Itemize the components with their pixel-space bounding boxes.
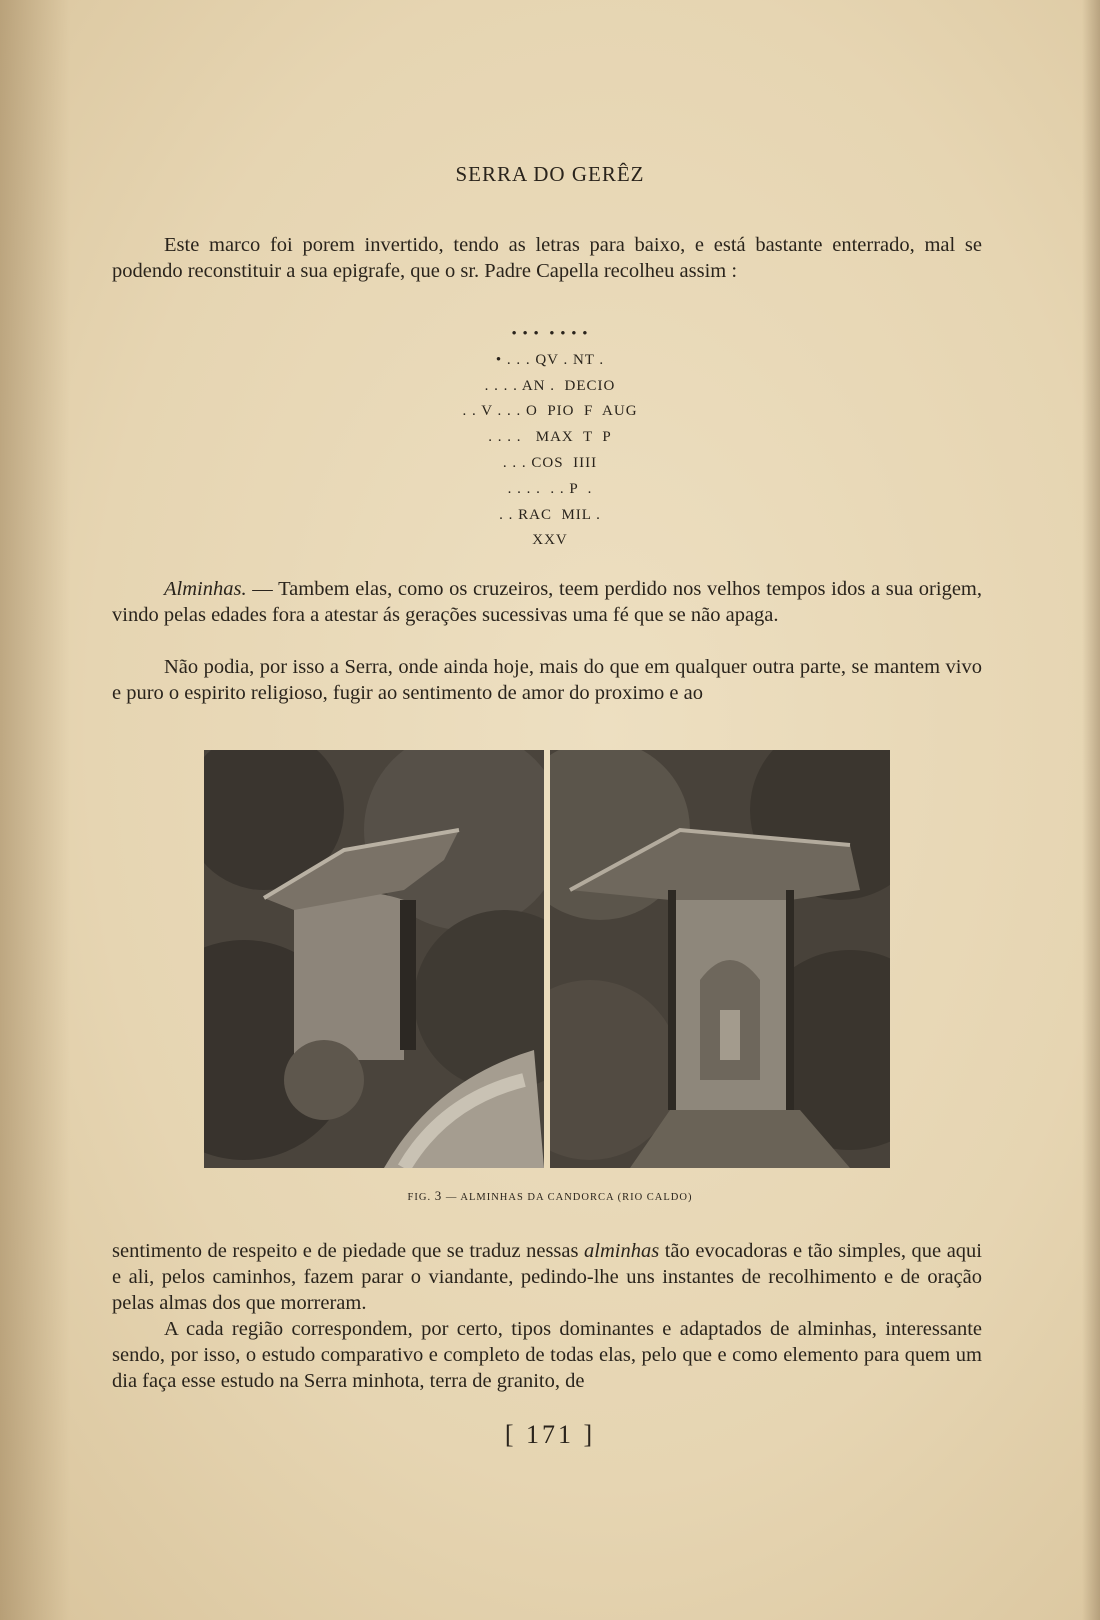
figure-caption — [0, 1188, 1100, 1204]
paragraph-alminhas — [112, 576, 982, 628]
paragraph-alminhas-text: — Tambem elas, como os cruzeiros, teem perdido nos velhos tempos idos a sua origem, vindo pelas edades fora a atestar ás gerações sucessivas uma fé que se não apaga. — [112, 578, 982, 626]
inscription-line: XXV — [532, 532, 568, 549]
paragraph-regiao-text: A cada região correspondem, por certo, tipos dominantes e adaptados de alminhas, interessante sendo, por isso, o estudo comparativo e completo de todas elas, pelo que e como elemento para quem um dia faça esse estudo na Serra minhota, terra de granito, de — [112, 1318, 982, 1392]
inscription-epigraph — [430, 322, 670, 554]
inscription-line: . . . . . . P . — [507, 480, 593, 497]
paragraph-marco — [112, 232, 982, 284]
running-header: SERRA DO GERÊZ — [455, 162, 645, 186]
figure-photographs — [204, 750, 890, 1168]
inscription-line: . . . . MAX T P — [488, 429, 612, 446]
paragraph-sentimento — [112, 1238, 982, 1316]
figure-label: FIG. — [407, 1192, 432, 1203]
paragraph-sentimento-emph: alminhas — [584, 1240, 660, 1262]
inscription-line: . . V . . . O PIO F AUG — [462, 403, 638, 420]
paragraph-marco-text: Este marco foi porem invertido, tendo as letras para baixo, e está bastante enterrado, mal se podendo reconstituir a sua epigrafe, que o sr. Padre Capella recolheu assim : — [112, 234, 982, 282]
paragraph-serra-text: Não podia, por isso a Serra, onde ainda hoje, mais do que em qualquer outra parte, se mantem vivo e puro o espirito religioso, fugir ao sentimento de amor do proximo e ao — [112, 656, 982, 704]
figure-number: 3 — [434, 1188, 443, 1203]
paragraph-sentimento-after: tão evocadoras e tão simples, que aqui e ali, pelos caminhos, fazem parar o viandante, pedindo-lhe uns instantes de recolhimento e de oração pelas almas dos que morreram. — [112, 1240, 982, 1314]
paragraph-sentimento-before: sentimento de respeito e de piedade que se traduz nessas — [112, 1240, 585, 1262]
paragraph-serra — [112, 654, 982, 706]
inscription-line: . . RAC MIL . — [499, 506, 601, 523]
photo-right-shrine — [550, 750, 890, 1168]
inscription-line: • . . . QV . NT . — [495, 351, 605, 368]
inscription-line: . . . COS IIII — [502, 454, 598, 471]
page-number: [ 171 ] — [504, 1420, 596, 1449]
inscription-line: . . . . AN . DECIO — [484, 377, 616, 394]
figure-caption-text: — ALMINHAS DA CANDORCA (RIO CALDO) — [442, 1192, 693, 1203]
photo-left-shrine — [204, 750, 544, 1168]
inscription-line: • • • • • • • — [511, 326, 589, 342]
paragraph-regiao — [112, 1316, 982, 1394]
paragraph-alminhas-lead: Alminhas. — [164, 578, 247, 600]
